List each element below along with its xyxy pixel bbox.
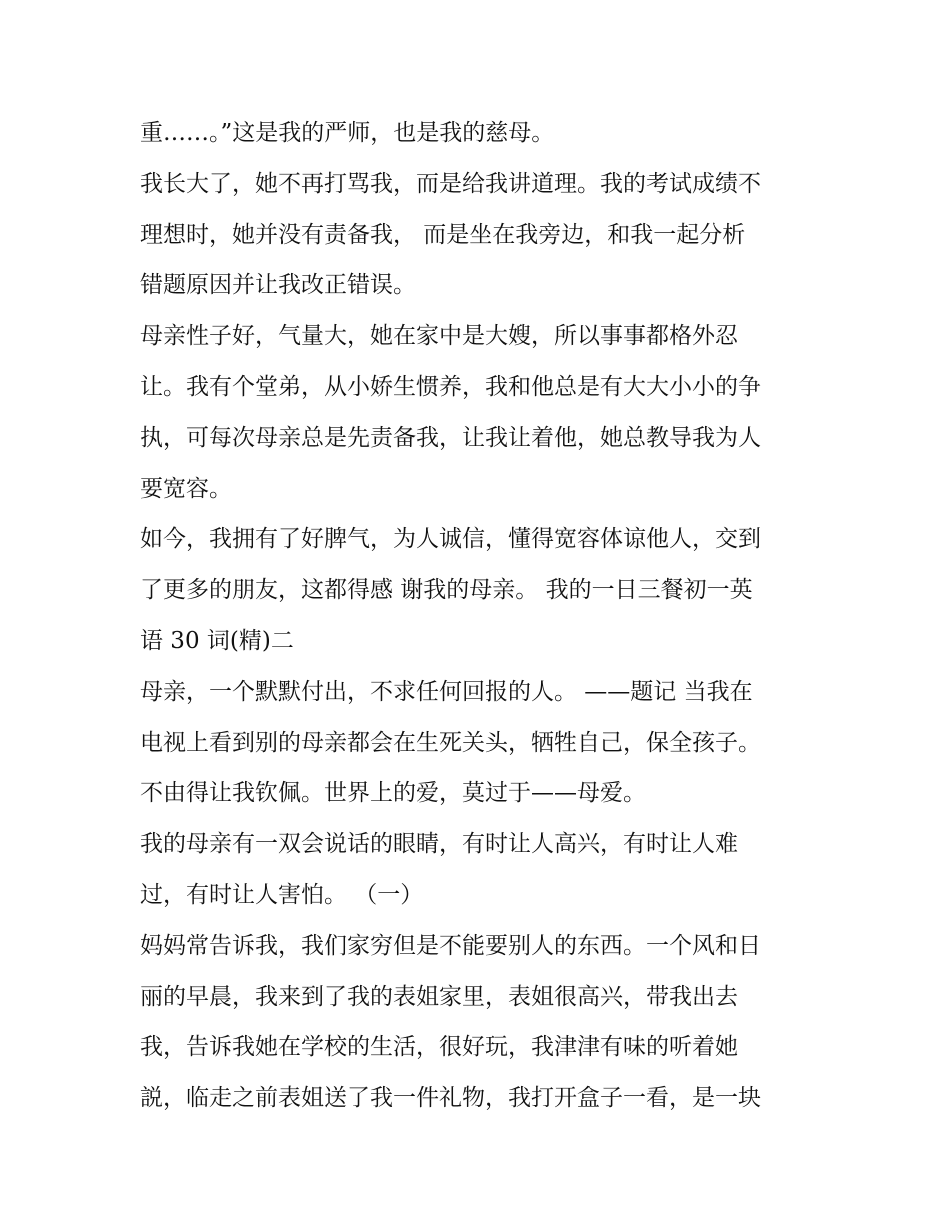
text-line: 理想时，她并没有责备我， 而是坐在我旁边，和我一起分析 (140, 221, 746, 248)
text-line: 不由得让我钦佩。世界上的爱，莫过于——母爱。 (140, 780, 646, 807)
text-line: 重……。”这是我的严师，也是我的慈母。 (140, 120, 555, 146)
text-line: 我，告诉我她在学校的生活，很好玩，我津津有味的听着她 (140, 1034, 738, 1061)
text-line: 我的母亲有一双会说话的眼睛，有时让人高兴，有时让人难 (140, 831, 738, 858)
text-line: 电视上看到别的母亲都会在生死关头，牺牲自己，保全孩子。 (140, 729, 761, 756)
body-text (140, 108, 820, 1124)
text-line: 要宽容。 (140, 475, 232, 502)
text-line: 过，有时让人害怕。 （一） (140, 881, 424, 908)
text-line: 让。我有个堂弟，从小娇生惯养，我和他总是有大大小小的争 (140, 373, 761, 400)
text-line: 语 30 词(精)二 (140, 627, 294, 654)
text-line: 如今，我拥有了好脾气，为人诚信，懂得宽容体谅他人，交到 (140, 526, 761, 553)
text-line: 母亲性子好，气量大，她在家中是大嫂，所以事事都格外忍 (140, 323, 738, 350)
text-line: 説，临走之前表姐送了我一件礼物，我打开盒子一看，是一块 (140, 1085, 761, 1112)
text-line: 妈妈常告诉我，我们家穷但是不能要别人的东西。一个风和日 (140, 932, 761, 959)
text-line: 丽的早晨，我来到了我的表姐家里，表姐很高兴，带我出去 (140, 983, 738, 1010)
text-line: 错题原因并让我改正错误。 (140, 272, 416, 299)
text-line: 执，可每次母亲总是先责备我，让我让着他，她总教导我为人 (140, 424, 761, 451)
text-line: 了更多的朋友，这都得感 谢我的母亲。 我的一日三餐初一英 (140, 577, 753, 604)
text-line: 我长大了，她不再打骂我，而是给我讲道理。我的考试成绩不 (140, 170, 761, 197)
text-line: 母亲，一个默默付出，不求任何回报的人。 ——题记 当我在 (140, 678, 753, 705)
